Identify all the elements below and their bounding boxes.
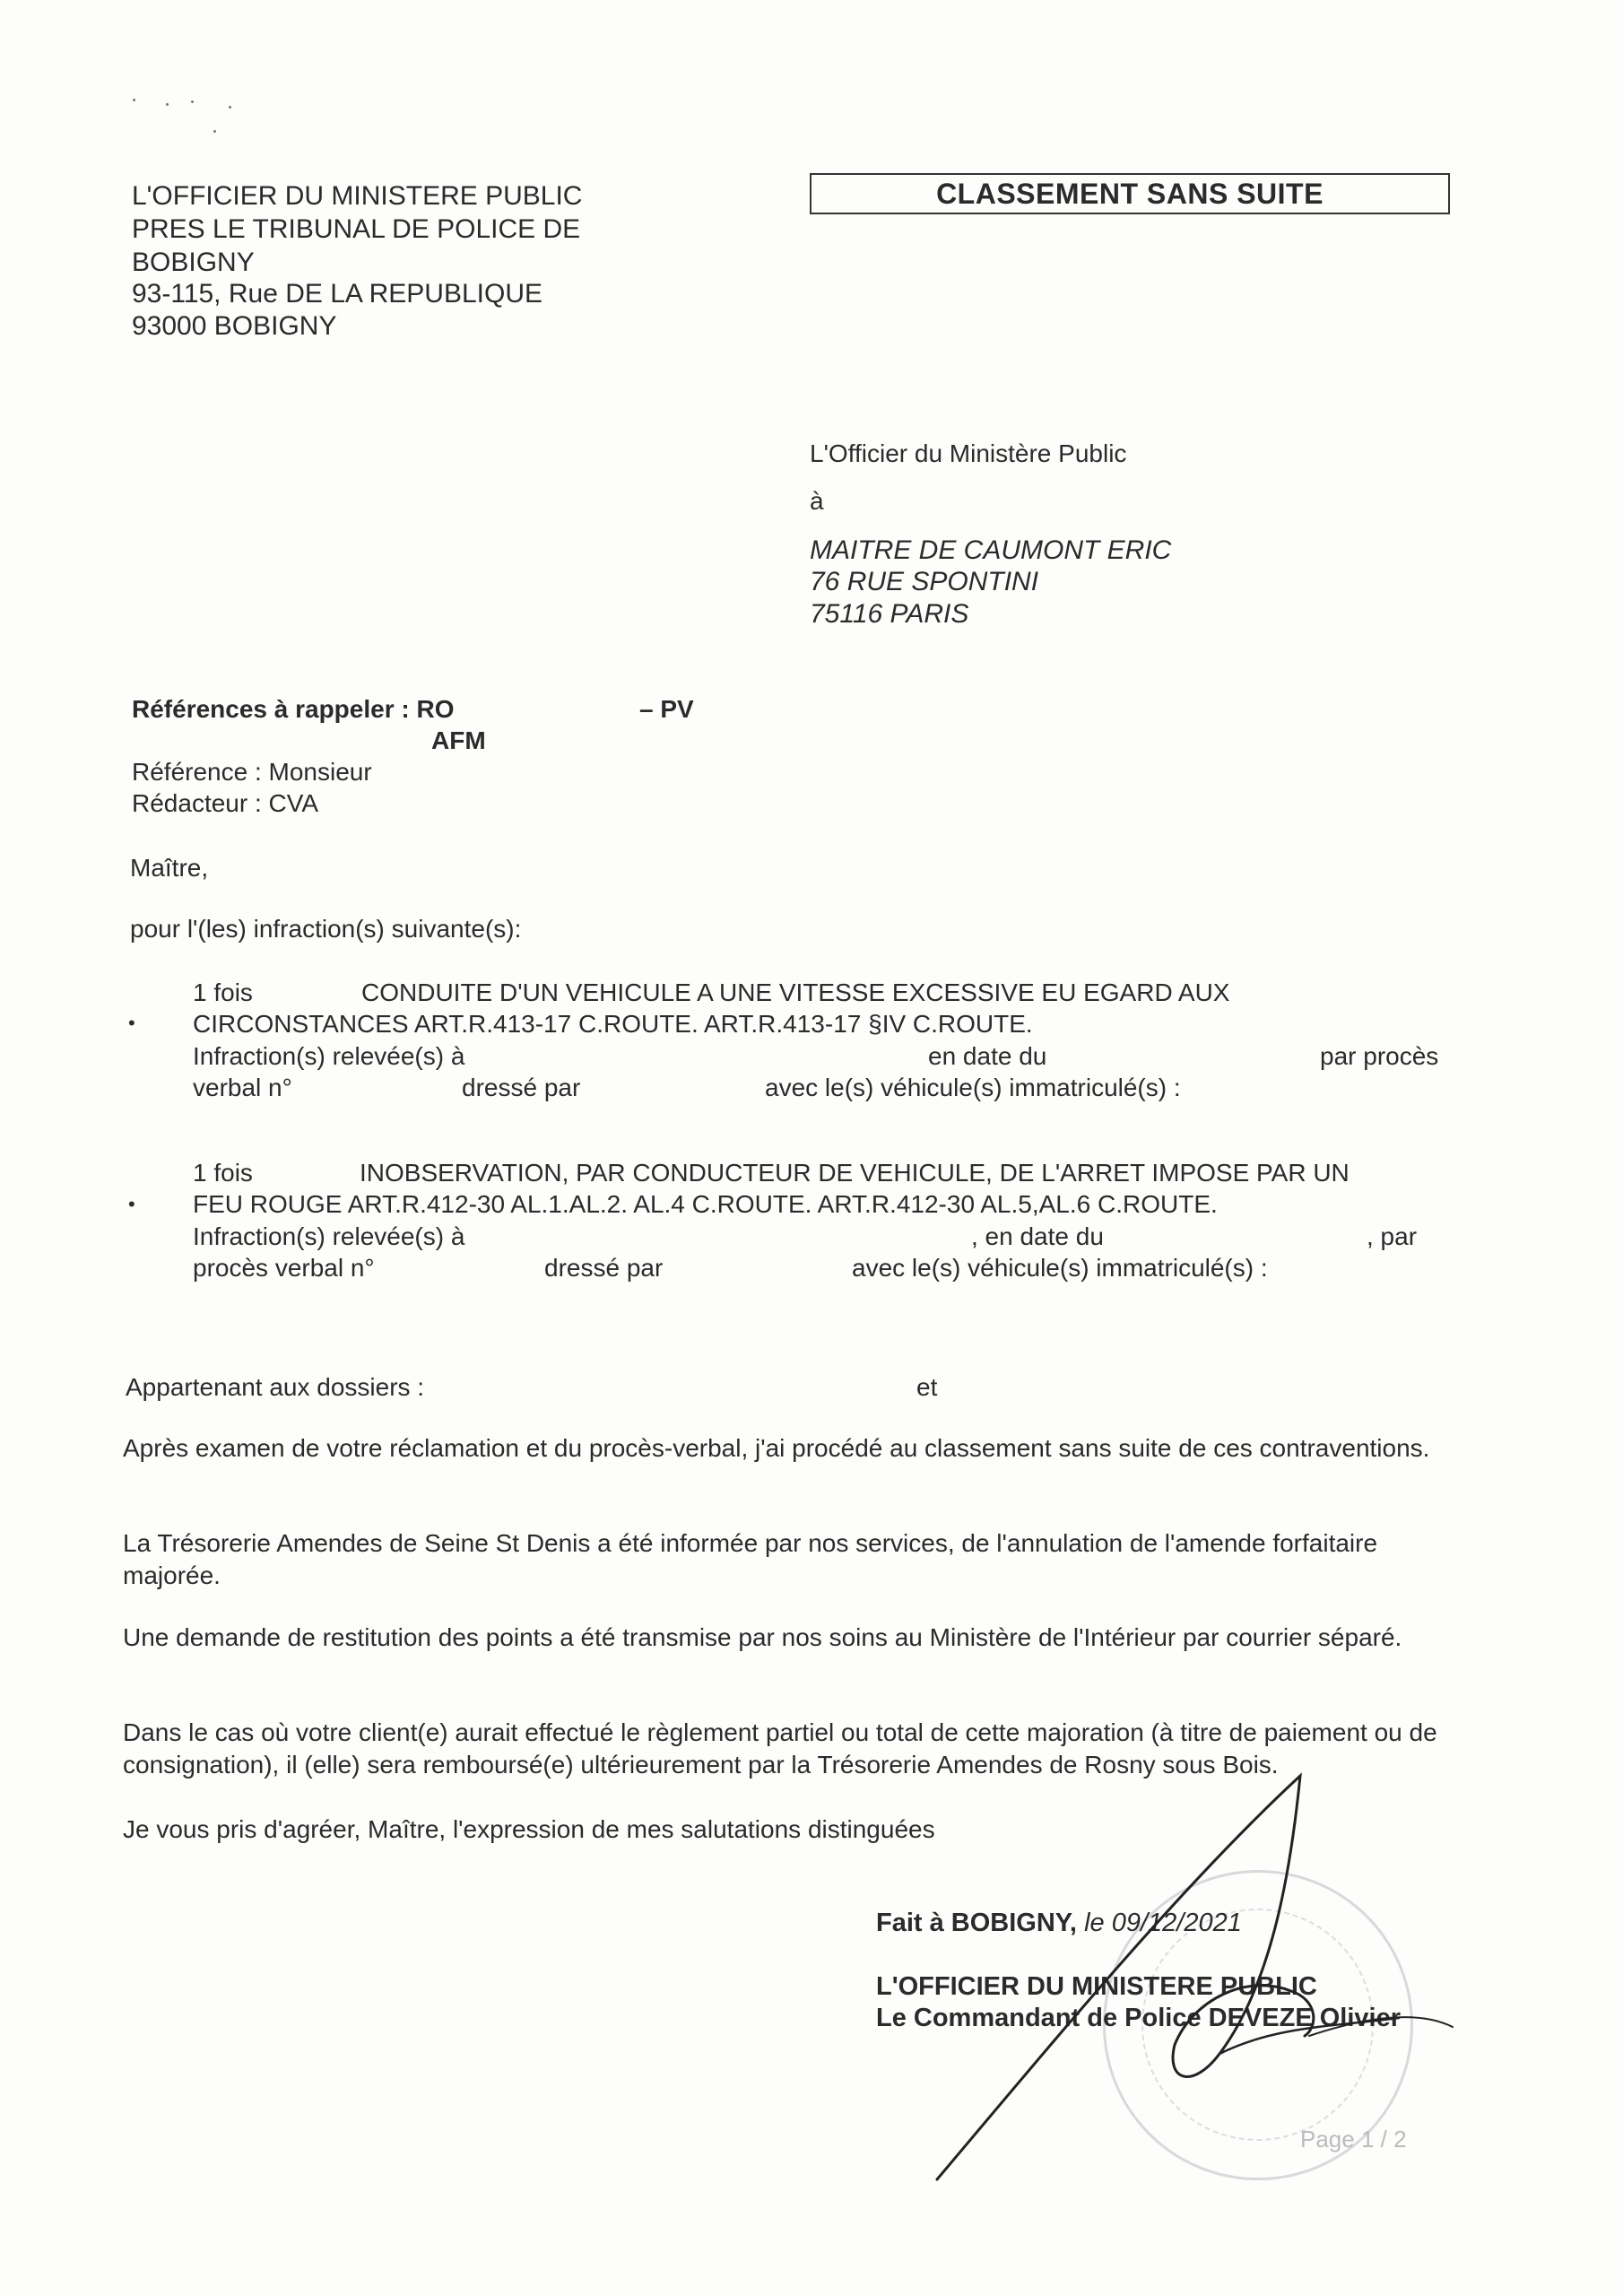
infraction-description: FEU ROUGE ART.R.412-30 AL.1.AL.2. AL.4 C.ROUTE. ART.R.412-30 AL.5,AL.6 C.ROUTE. bbox=[193, 1190, 1218, 1218]
recipient-from: L'Officier du Ministère Public bbox=[810, 439, 1127, 467]
recipient-street: 76 RUE SPONTINI bbox=[810, 567, 1039, 596]
references-pv: – PV bbox=[639, 695, 694, 723]
dossiers-et: et bbox=[916, 1373, 938, 1401]
infraction-relevee: Infraction(s) relevée(s) à bbox=[193, 1222, 465, 1250]
salutation: Maître, bbox=[130, 854, 209, 882]
recipient-city: 75116 PARIS bbox=[810, 599, 969, 629]
sender-line: 93-115, Rue DE LA REPUBLIQUE bbox=[132, 279, 542, 309]
signature-date: le 09/12/2021 bbox=[1084, 1909, 1242, 1937]
infraction-date: en date du bbox=[928, 1042, 1047, 1070]
body-paragraph: Dans le cas où votre client(e) aurait effectué le règlement partiel ou total de cette majoration (à titre de paiement ou de consignation), il (elle) sera remboursé(e) ultérieurement par la Trésorerie Amendes de Rosny sous Bois. bbox=[123, 1718, 1437, 1779]
infraction-description: INOBSERVATION, PAR CONDUCTEUR DE VEHICULE, DE L'ARRET IMPOSE PAR UN bbox=[360, 1159, 1350, 1187]
infraction-verbal: verbal n° bbox=[193, 1074, 292, 1101]
infraction-vehicule: avec le(s) véhicule(s) immatriculé(s) : bbox=[852, 1254, 1268, 1282]
signature-officer: L'OFFICIER DU MINISTERE PUBLIC bbox=[876, 1972, 1317, 2001]
infraction-dresse: dressé par bbox=[462, 1074, 581, 1101]
infraction-dresse: dressé par bbox=[544, 1254, 664, 1282]
closing-paragraph: Je vous pris d'agréer, Maître, l'expression de mes salutations distinguées bbox=[123, 1815, 935, 1843]
bullet-marker: • bbox=[128, 1012, 135, 1034]
body-paragraph: Une demande de restitution des points a été transmise par nos soins au Ministère de l'Intérieur par courrier séparé. bbox=[123, 1623, 1402, 1651]
sender-line: BOBIGNY bbox=[132, 248, 255, 277]
infraction-description: CONDUITE D'UN VEHICULE A UNE VITESSE EXCESSIVE EU EGARD AUX bbox=[361, 978, 1230, 1006]
intro-text: pour l'(les) infraction(s) suivante(s): bbox=[130, 915, 522, 943]
sender-line: 93000 BOBIGNY bbox=[132, 311, 337, 341]
body-paragraph: La Trésorerie Amendes de Seine St Denis a été informée par nos services, de l'annulation de l'amende forfaitaire majorée. bbox=[123, 1529, 1378, 1589]
body-paragraph: Après examen de votre réclamation et du procès-verbal, j'ai procédé au classement sans suite de ces contraventions. bbox=[123, 1434, 1430, 1462]
page-number: Page 1 / 2 bbox=[1300, 2126, 1407, 2152]
scan-speck bbox=[191, 100, 194, 103]
signature-commandant: Le Commandant de Police DEVEZE Olivier bbox=[876, 2004, 1401, 2032]
signature-place-prefix: Fait à BOBIGNY, bbox=[876, 1909, 1077, 1937]
infraction-date: , en date du bbox=[971, 1222, 1104, 1250]
sender-line: L'OFFICIER DU MINISTERE PUBLIC bbox=[132, 181, 583, 211]
infraction-par-proces: par procès bbox=[1320, 1042, 1439, 1070]
scan-speck bbox=[166, 103, 169, 106]
recipient-to: à bbox=[810, 487, 824, 515]
infraction-vehicule: avec le(s) véhicule(s) immatriculé(s) : bbox=[765, 1074, 1181, 1101]
references-afm: AFM bbox=[431, 726, 486, 754]
infraction-count: 1 fois bbox=[193, 978, 253, 1006]
infraction-relevee: Infraction(s) relevée(s) à bbox=[193, 1042, 465, 1070]
document-title: CLASSEMENT SANS SUITE bbox=[810, 173, 1450, 214]
infraction-par: , par bbox=[1367, 1222, 1418, 1250]
references-label: Références à rappeler : RO bbox=[132, 695, 455, 723]
reference-line: Référence : Monsieur bbox=[132, 758, 372, 786]
scan-speck bbox=[213, 130, 216, 133]
infraction-count: 1 fois bbox=[193, 1159, 253, 1187]
bullet-marker: • bbox=[128, 1193, 135, 1215]
redacteur-line: Rédacteur : CVA bbox=[132, 789, 319, 817]
sender-line: PRES LE TRIBUNAL DE POLICE DE bbox=[132, 214, 581, 244]
infraction-description: CIRCONSTANCES ART.R.413-17 C.ROUTE. ART.R.413-17 §IV C.ROUTE. bbox=[193, 1010, 1033, 1038]
scan-speck bbox=[133, 99, 135, 101]
handwritten-signature bbox=[897, 1758, 1488, 2188]
infraction-verbal: procès verbal n° bbox=[193, 1254, 375, 1282]
dossiers-label: Appartenant aux dossiers : bbox=[126, 1373, 425, 1401]
scan-speck bbox=[229, 106, 231, 109]
recipient-name: MAITRE DE CAUMONT ERIC bbox=[810, 535, 1172, 565]
